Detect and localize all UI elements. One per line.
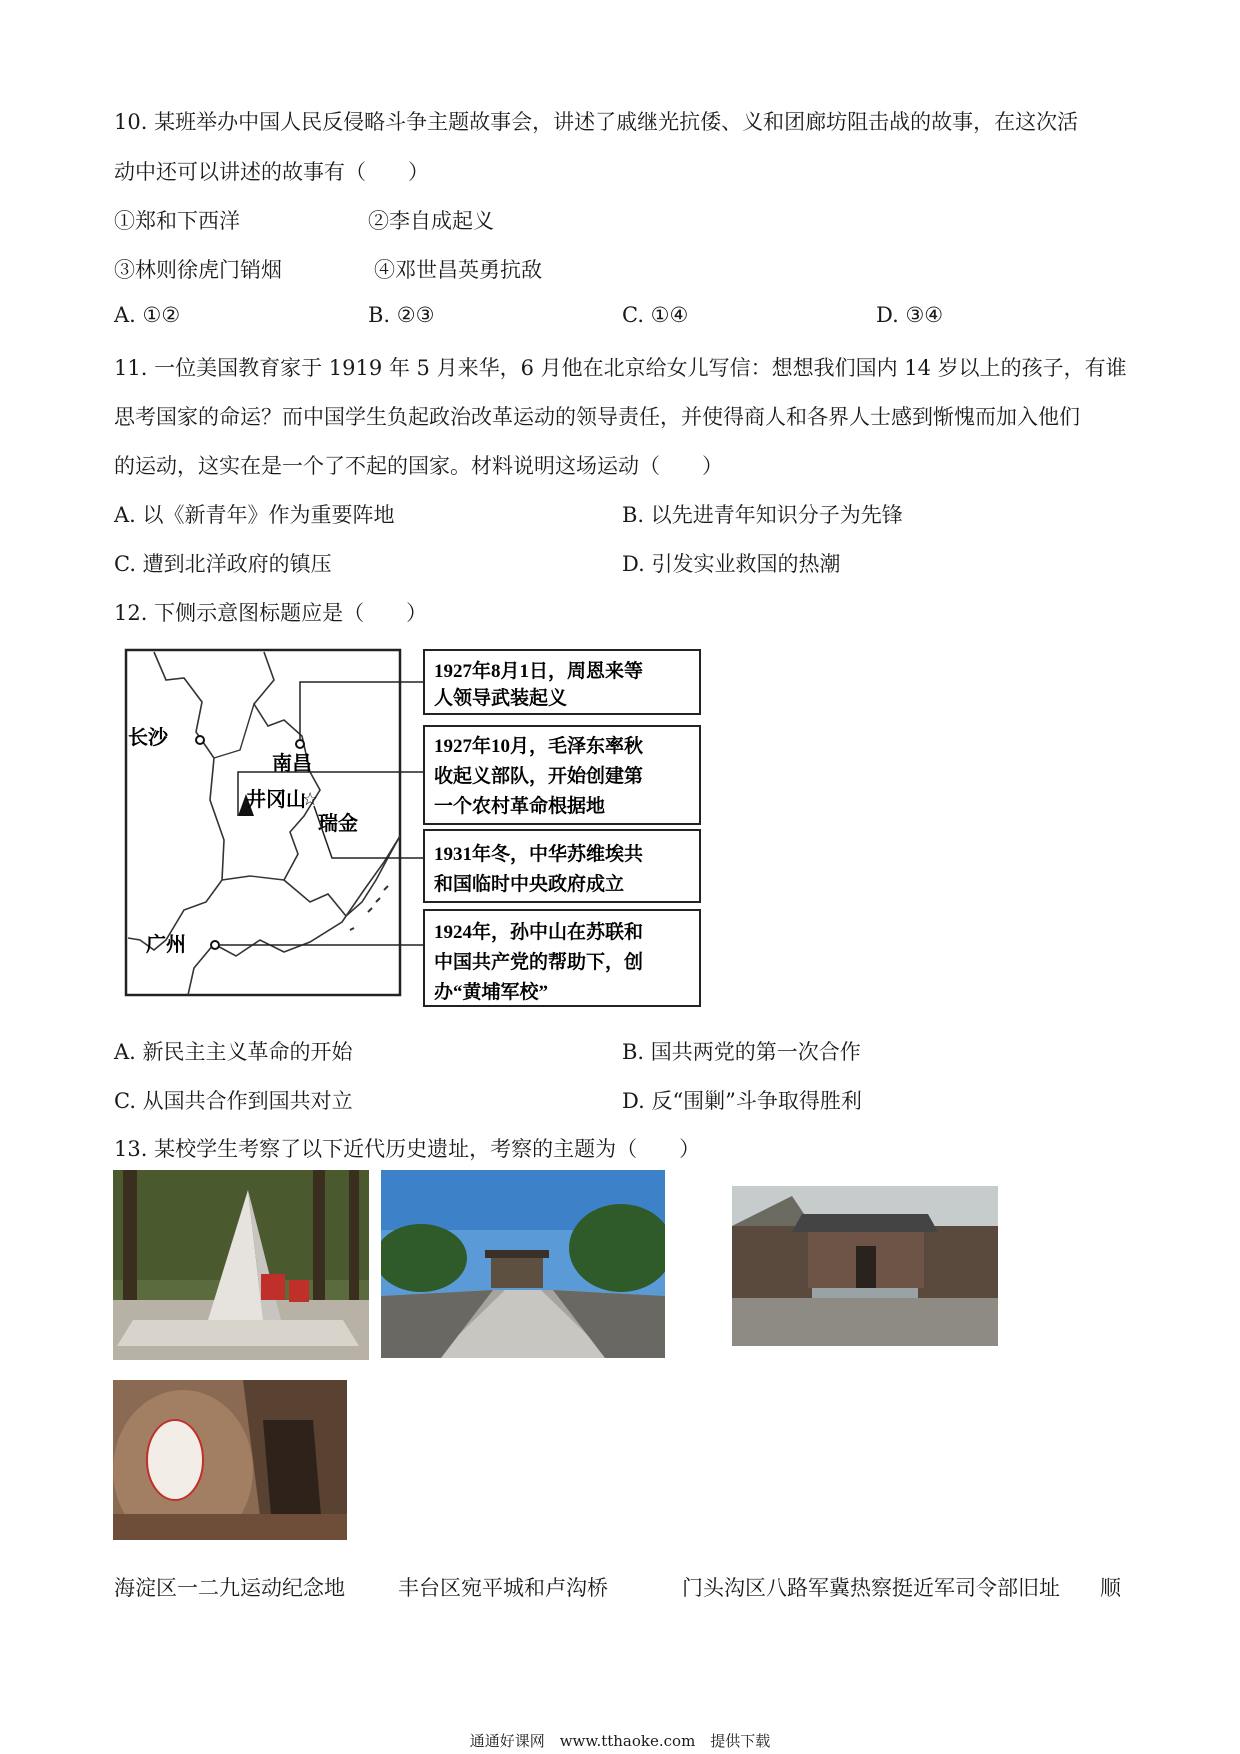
q11-option-a: A. 以《新青年》作为重要阵地 <box>114 503 395 527</box>
memorial-photo <box>113 1170 369 1360</box>
q12-stem: 12. 下侧示意图标题应是（ ） <box>114 601 428 625</box>
q10-stem-line2: 动中还可以讲述的故事有（ ） <box>114 160 429 184</box>
event-text: 办“黄埔军校” <box>434 982 549 1003</box>
photo-caption: 丰台区宛平城和卢沟桥 <box>398 1576 608 1600</box>
place-label: 南昌 <box>272 753 312 775</box>
event-text: 1927年8月1日，周恩来等 <box>434 661 644 682</box>
q10-option-b: B. ②③ <box>368 303 435 327</box>
ruijin-star-icon: ☆ <box>302 789 319 809</box>
q12-option-a: A. 新民主主义革命的开始 <box>114 1040 353 1064</box>
place-label: 井冈山 <box>246 789 306 811</box>
q10-item-3: ③林则徐虎门销烟 <box>114 258 282 282</box>
q11-option-d: D. 引发实业救国的热潮 <box>622 552 841 576</box>
place-label: 瑞金 <box>318 813 358 835</box>
event-text: 1931年冬，中华苏维埃共 <box>434 844 644 865</box>
q11-stem-line1: 11. 一位美国教育家于 1919 年 5 月来华，6 月他在北京给女儿写信：想想我们国内 14 岁以上的孩子，有谁 <box>114 356 1127 380</box>
lugou-bridge-photo <box>381 1170 665 1358</box>
event-text: 1924年，孙中山在苏联和 <box>434 922 644 943</box>
changsha-marker <box>196 736 204 744</box>
q10-stem-line1: 10. 某班举办中国人民反侵略斗争主题故事会，讲述了戚继光抗倭、义和团廊坊阻击战的故事，在这次活 <box>114 110 1079 134</box>
event-text: 收起义部队，开始创建第 <box>434 766 644 787</box>
event-text: 人领导武装起义 <box>434 688 568 709</box>
photo-caption: 门头沟区八路军冀热察挺近军司令部旧址 <box>682 1576 1060 1600</box>
q11-stem-line3: 的运动，这实在是一个了不起的国家。材料说明这场运动（ ） <box>114 454 723 478</box>
place-label: 广州 <box>146 934 186 956</box>
q10-item-4: ④邓世昌英勇抗敌 <box>374 258 542 282</box>
q11-option-b: B. 以先进青年知识分子为先锋 <box>622 503 903 527</box>
guangzhou-marker <box>211 941 219 949</box>
event-text: 中国共产党的帮助下，创 <box>434 952 644 973</box>
revolution-map <box>114 640 704 1010</box>
photo-caption: 顺 <box>1100 1576 1121 1600</box>
event-text: 和国临时中央政府成立 <box>434 874 625 895</box>
q13-stem: 13. 某校学生考察了以下近代历史遗址，考察的主题为（ ） <box>114 1137 701 1161</box>
place-label: 长沙 <box>128 727 168 749</box>
q10-item-1: ①郑和下西洋 <box>114 209 240 233</box>
photo-caption: 海淀区一二九运动纪念地 <box>114 1576 345 1600</box>
q11-option-c: C. 遭到北洋政府的镇压 <box>114 552 332 576</box>
q10-item-2: ②李自成起义 <box>368 209 494 233</box>
page-footer: 通通好课网 www.tthaoke.com 提供下载 <box>469 1732 771 1750</box>
q10-option-a: A. ①② <box>114 303 181 327</box>
q12-option-c: C. 从国共合作到国共对立 <box>114 1089 353 1113</box>
tunnel-photo <box>113 1380 347 1540</box>
event-text: 一个农村革命根据地 <box>434 796 606 817</box>
q12-option-b: B. 国共两党的第一次合作 <box>622 1040 861 1064</box>
q10-option-c: C. ①④ <box>622 303 689 327</box>
q10-option-d: D. ③④ <box>876 303 944 327</box>
event-text: 1927年10月，毛泽东率秋 <box>434 736 644 757</box>
q12-option-d: D. 反“围剿”斗争取得胜利 <box>622 1089 862 1113</box>
headquarters-photo <box>732 1186 998 1346</box>
nanchang-marker <box>296 740 304 748</box>
q11-stem-line2: 思考国家的命运？而中国学生负起政治改革运动的领导责任，并使得商人和各界人士感到惭愧而加入他们 <box>114 405 1080 429</box>
